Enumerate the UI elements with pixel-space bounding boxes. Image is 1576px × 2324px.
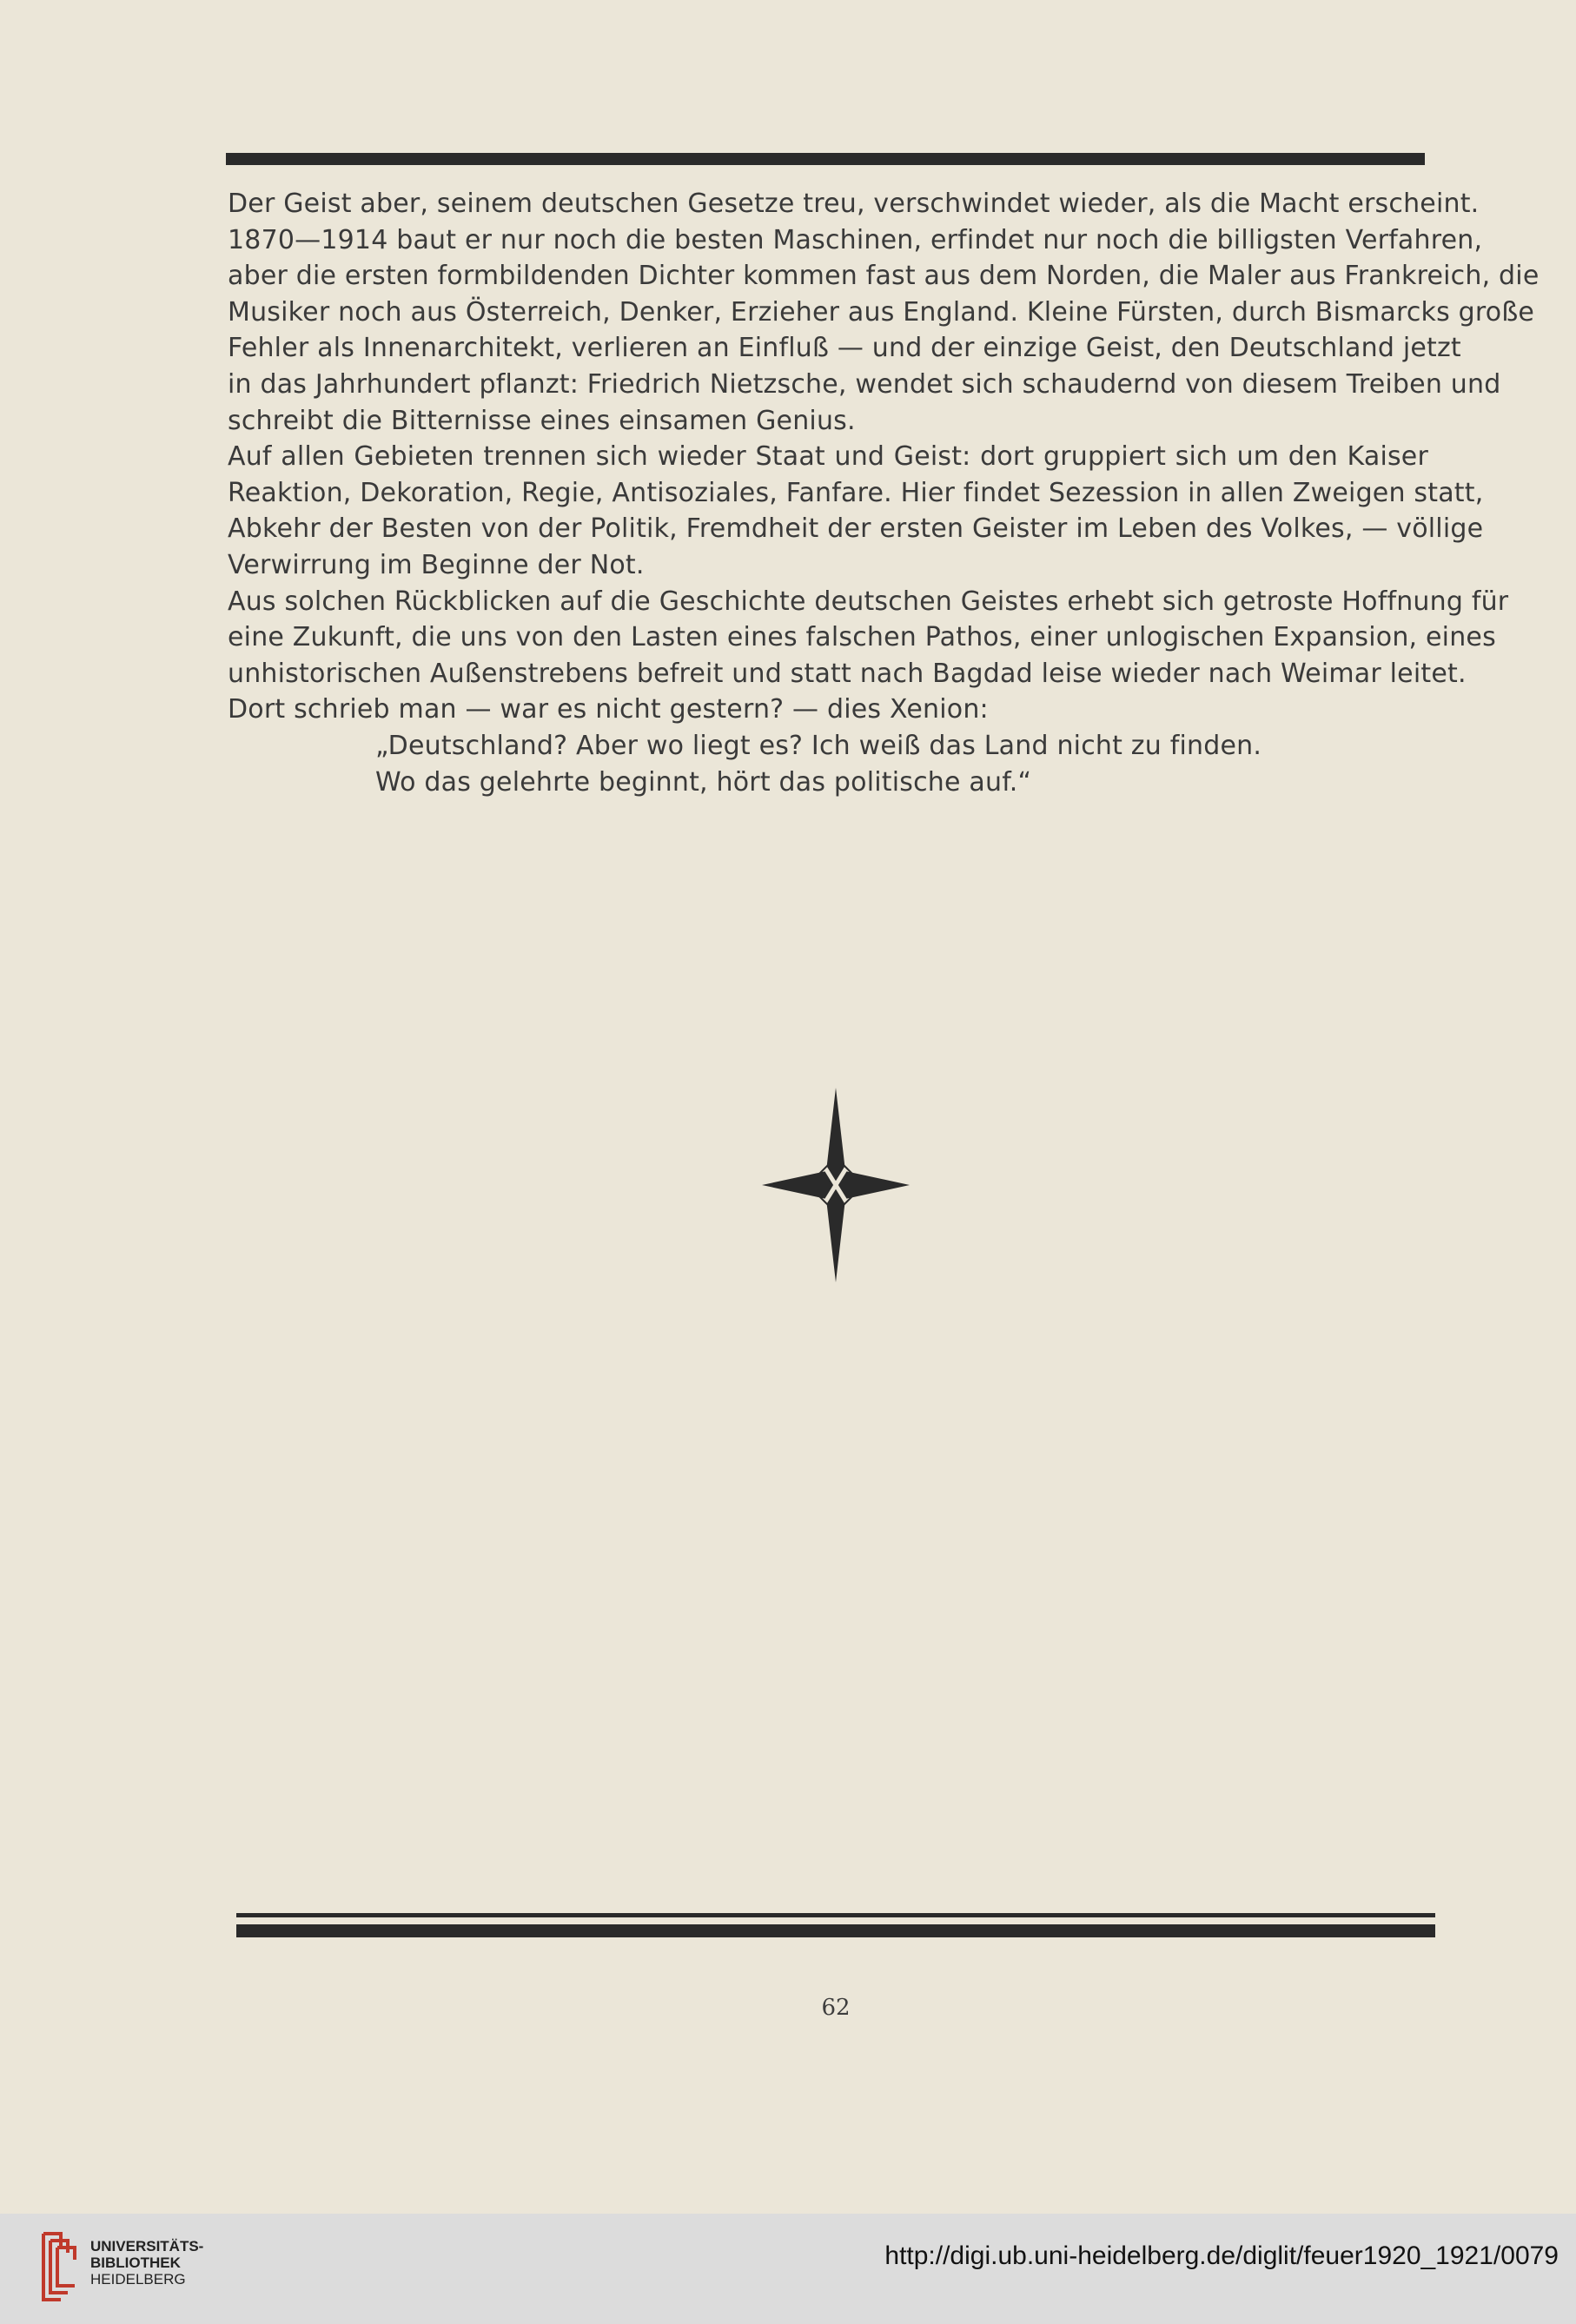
text-line: unhistorischen Außenstrebens befreit und statt nach Bagdad leise wieder nach Weimar leitet. (228, 658, 1467, 689)
top-rule (226, 153, 1425, 165)
paragraph-1 (228, 186, 1540, 439)
verse-line: „Deutschland? Aber wo liegt es? Ich weiß das Land nicht zu finden. (375, 730, 1262, 761)
verse-line: Wo das gelehrte beginnt, hört das politische auf.“ (375, 766, 1032, 798)
body-text (228, 186, 1540, 800)
institution-line: BIBLIOTHEK (90, 2254, 181, 2271)
source-url-link[interactable]: http://digi.ub.uni-heidelberg.de/diglit/feuer1920_1921/0079 (884, 2241, 1559, 2270)
xenion-verse (228, 728, 1428, 800)
institution-line: UNIVERSITÄTS- (90, 2238, 204, 2254)
paragraph-2 (228, 439, 1484, 583)
text-line: Reaktion, Dekoration, Regie, Antisoziales, Fanfare. Hier findet Sezession in allen Zweigen statt, (228, 477, 1484, 508)
text-line: Auf allen Gebieten trennen sich wieder Staat und Geist: dort gruppiert sich um den Kaiser (228, 441, 1428, 473)
text-line: in das Jahrhundert pflanzt: Friedrich Nietzsche, wendet sich schaudernd von diesem Treiben und (228, 368, 1501, 400)
text-line: schreibt die Bitternisse eines einsamen Genius. (228, 405, 856, 436)
text-line: aber die ersten formbildenden Dichter kommen fast aus dem Norden, die Maler aus Frankreich, die (228, 261, 1540, 292)
ub-heidelberg-logo-icon[interactable] (35, 2227, 87, 2307)
text-line: Abkehr der Besten von der Politik, Fremdheit der ersten Geister im Leben des Volkes, — völlige (228, 513, 1484, 545)
page-number: 62 (821, 1995, 851, 2021)
paragraph-3 (228, 584, 1509, 728)
four-pointed-star-icon (762, 1088, 910, 1282)
text-line: Aus solchen Rückblicken auf die Geschichte deutschen Geistes erhebt sich getroste Hoffnung für (228, 586, 1509, 617)
text-line: 1870—1914 baut er nur noch die besten Maschinen, erfindet nur noch die billigsten Verfahren, (228, 224, 1483, 255)
text-line: Der Geist aber, seinem deutschen Gesetze treu, verschwindet wieder, als die Macht erscheint. (228, 189, 1480, 219)
text-line: Verwirrung im Beginne der Not. (228, 549, 645, 580)
text-line: Musiker noch aus Österreich, Denker, Erzieher aus England. Kleine Fürsten, durch Bismarcks große (228, 296, 1535, 328)
institution-line: HEIDELBERG (90, 2271, 186, 2288)
text-line: eine Zukunft, die uns von den Lasten eines falschen Pathos, einer unlogischen Expansion, eines (228, 622, 1496, 653)
text-line: Fehler als Innenarchitekt, verlieren an Einfluß — und der einzige Geist, den Deutschland jetzt (228, 333, 1461, 364)
text-line: Dort schrieb man — war es nicht gestern? — dies Xenion: (228, 694, 989, 725)
bottom-rule-thin (236, 1913, 1435, 1917)
bottom-rule-thick (236, 1924, 1435, 1937)
institution-name (90, 2238, 203, 2288)
